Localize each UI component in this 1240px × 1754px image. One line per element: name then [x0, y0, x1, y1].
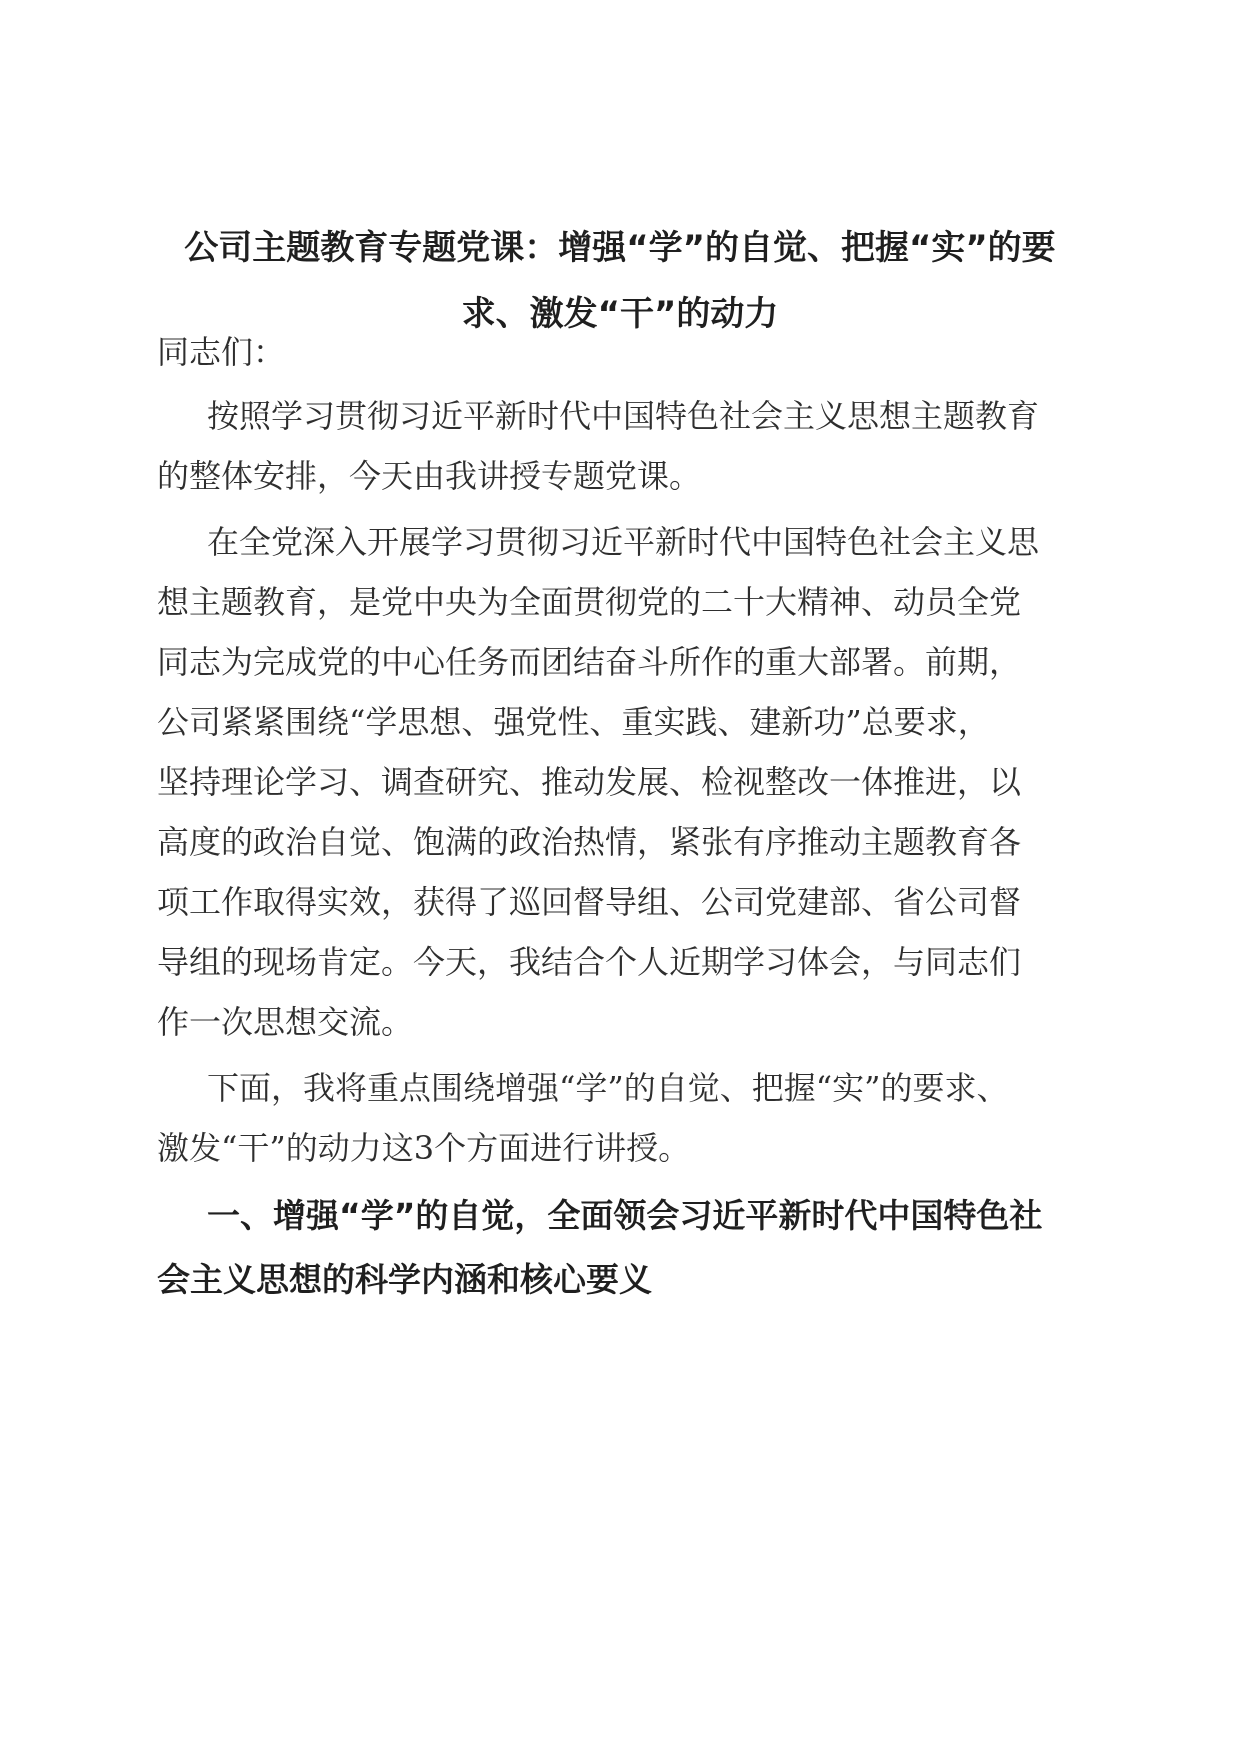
document-title-line-1: 公司主题教育专题党课：增强“学”的自觉、把握“实”的要	[184, 228, 1056, 268]
salutation: 同志们：	[157, 333, 286, 371]
paragraph-2-line-5: 坚持理论学习、调查研究、推动发展、检视整改一体推进，以	[157, 763, 1022, 801]
paragraph-2-line-3: 同志为完成党的中心任务而团结奋斗所作的重大部署。前期，	[157, 643, 1022, 681]
paragraph-2-line-4: 公司紧紧围绕“学思想、强党性、重实践、建新功”总要求，	[157, 703, 990, 741]
paragraph-3-line-2: 激发“干”的动力这3个方面进行讲授。	[157, 1129, 691, 1167]
paragraph-2-line-2: 想主题教育，是党中央为全面贯彻党的二十大精神、动员全党	[157, 583, 1022, 621]
paragraph-2-line-8: 导组的现场肯定。今天，我结合个人近期学习体会，与同志们	[157, 943, 1022, 981]
document-title-line-2: 求、激发“干”的动力	[461, 294, 779, 334]
paragraph-2-line-9: 作一次思想交流。	[157, 1003, 414, 1041]
paragraph-1-line-1: 按照学习贯彻习近平新时代中国特色社会主义思想主题教育	[207, 397, 1040, 435]
paragraph-3-line-1: 下面，我将重点围绕增强“学”的自觉、把握“实”的要求、	[207, 1069, 1009, 1107]
paragraph-1-line-2: 的整体安排，今天由我讲授专题党课。	[157, 457, 702, 495]
paragraph-2-line-6: 高度的政治自觉、饱满的政治热情，紧张有序推动主题教育各	[157, 823, 1022, 861]
section-1-heading-line-1: 一、增强“学”的自觉，全面领会习近平新时代中国特色社	[207, 1196, 1043, 1235]
section-1-heading-line-2: 会主义思想的科学内涵和核心要义	[157, 1260, 652, 1299]
paragraph-2-line-1: 在全党深入开展学习贯彻习近平新时代中国特色社会主义思	[207, 523, 1040, 561]
paragraph-2-line-7: 项工作取得实效，获得了巡回督导组、公司党建部、省公司督	[157, 883, 1022, 921]
